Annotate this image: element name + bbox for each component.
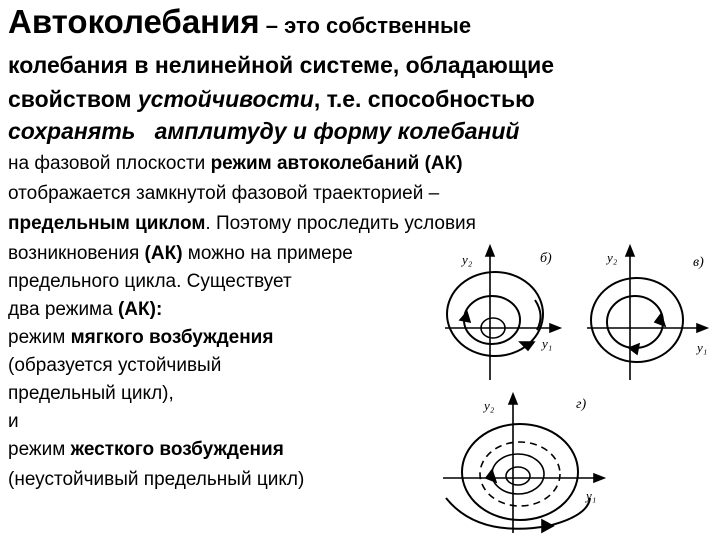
body-line-9 [8,382,174,406]
body-line-7 [8,326,273,350]
definition-emphasis-stability: устойчивости [137,86,314,112]
figure-label: в) [693,255,704,270]
body-text: предельного цикла. Существует [8,271,292,292]
definition-text-2a: свойством [8,86,138,112]
y-axis-label: y₂ [484,398,495,413]
x-axis-label: y₁ [542,336,553,351]
body-line-8 [8,354,221,378]
body-bold: режим автоколебаний (АК) [210,153,463,174]
definition-line-2 [8,84,535,114]
definition-text-2c: , т.е. способностью [313,86,535,112]
body-text: и [8,411,19,432]
body-text: предельный цикл), [8,383,174,404]
body-text: два режима [8,299,118,320]
body-line-12 [8,468,304,492]
trajectory-arrow-icon [542,520,553,532]
axis-arrow-icon [550,324,560,332]
trajectory-arrow-icon [655,314,665,326]
body-text: можно на примере [182,243,353,264]
figure-label: г) [576,397,587,412]
body-text: . Поэтому проследить условия [205,213,476,234]
y-axis-label: y₂ [462,252,473,267]
axis-arrow-icon [594,474,604,482]
body-text: на фазовой плоскости [8,153,211,174]
title-rest: – это собственные [259,13,472,38]
y-axis-label: y₂ [607,250,618,265]
definition-line-1 [8,50,554,80]
axis-arrow-icon [486,246,494,256]
definition-emphasis-amplitude: сохранять амплитуду и форму колебаний [8,118,520,144]
body-text: режим [8,439,71,460]
x-axis-label: y₁ [697,340,708,355]
slide-title [8,2,471,46]
trajectory-arrow-icon [460,312,470,322]
body-bold: предельным циклом [8,213,206,234]
definition-text-1: колебания в нелинейной системе, обладающие [8,52,555,78]
body-text: режим [8,327,71,348]
body-line-5 [8,270,292,294]
x-axis-label: y₁ [586,488,597,503]
axis-arrow-icon [626,246,634,256]
body-line-11 [8,438,284,462]
body-line-2 [8,182,439,206]
axis-arrow-icon [697,324,707,332]
body-bold: (АК): [117,299,163,320]
title-term: Автоколебания [8,3,260,40]
body-bold: мягкого возбуждения [70,327,274,348]
phase-portrait-b [440,240,575,390]
body-bold: жесткого возбуждения [70,439,284,460]
body-text: (неустойчивый предельный цикл) [8,469,305,490]
definition-line-3 [8,116,519,146]
body-line-3 [8,212,476,236]
axis-arrow-icon [509,394,517,404]
body-text: (образуется устойчивый [8,355,222,376]
phase-portrait-v [585,240,717,390]
body-bold: (АК) [144,243,183,264]
phase-portrait-g [438,388,608,538]
body-line-1 [8,152,463,176]
body-line-6 [8,298,162,322]
body-line-4 [8,242,353,266]
trajectory-arrow-icon [486,470,496,482]
body-text: отображается замкнутой фазовой траекторией – [8,183,440,204]
body-line-10 [8,410,19,434]
body-text: возникновения [8,243,145,264]
figure-label: б) [540,251,552,266]
